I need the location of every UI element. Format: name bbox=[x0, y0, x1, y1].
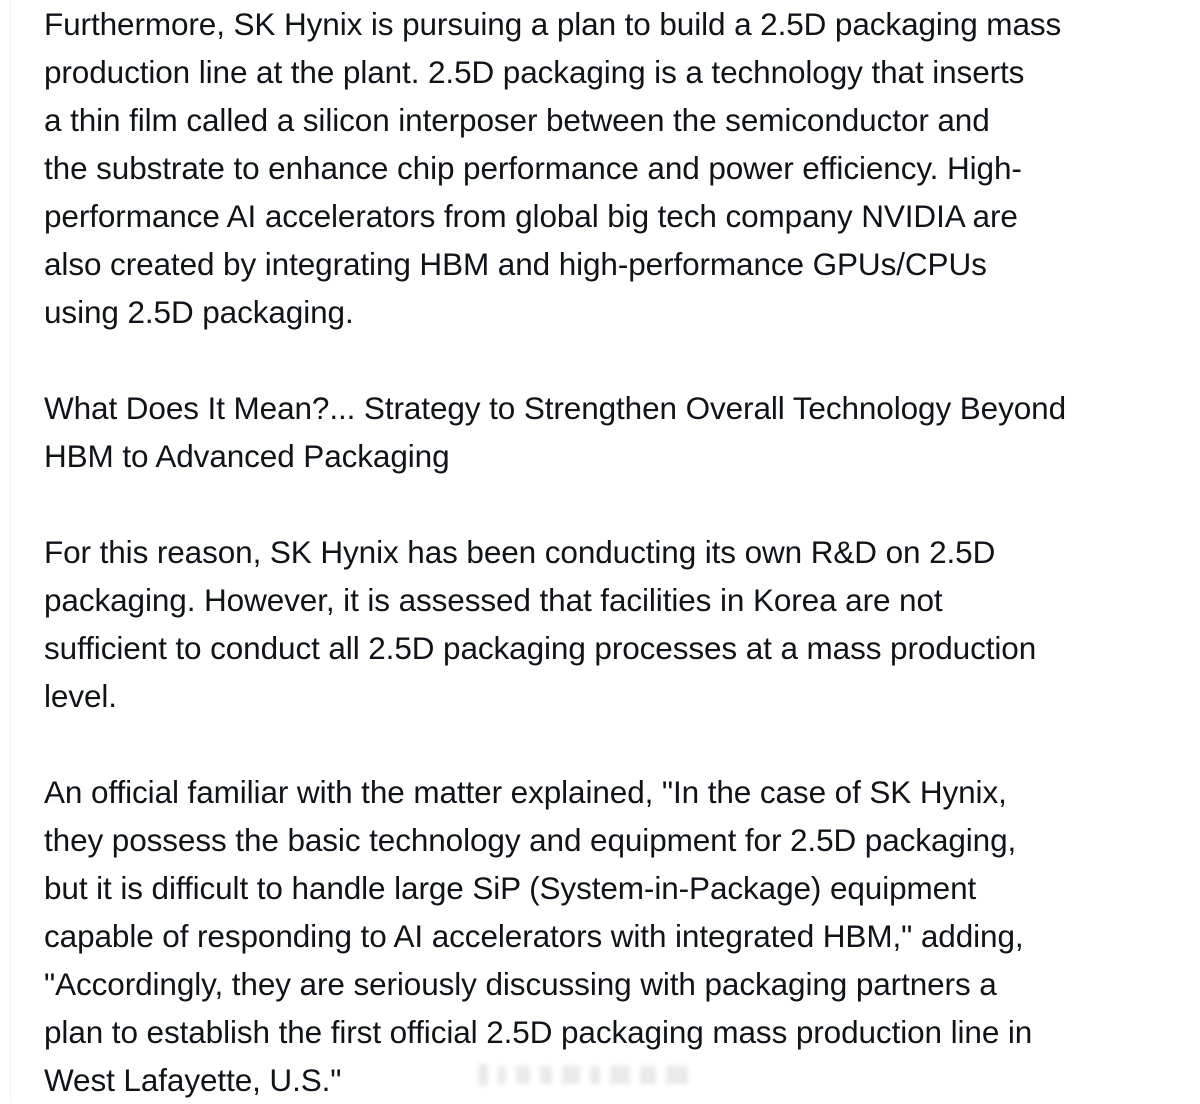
watermark-glyph bbox=[540, 1066, 552, 1084]
blurred-watermark bbox=[478, 1062, 718, 1088]
watermark-glyph bbox=[666, 1066, 688, 1084]
text-line: Furthermore, SK Hynix is pursuing a plan to build a 2.5D packaging mass bbox=[44, 6, 1062, 42]
text-line: but it is difficult to handle large SiP (System-in-Package) equipment bbox=[44, 870, 977, 906]
paragraph-rnd-korea bbox=[44, 528, 1184, 720]
watermark-glyph bbox=[498, 1066, 506, 1084]
text-line: For this reason, SK Hynix has been conducting its own R&D on 2.5D bbox=[44, 534, 996, 570]
article-body bbox=[44, 0, 1184, 1104]
text-line: plan to establish the first official 2.5D packaging mass production line in bbox=[44, 1014, 1033, 1050]
section-subheading bbox=[44, 384, 1184, 480]
text-line: "Accordingly, they are seriously discussing with packaging partners a bbox=[44, 966, 997, 1002]
text-line: An official familiar with the matter explained, "In the case of SK Hynix, bbox=[44, 774, 1007, 810]
text-line: performance AI accelerators from global big tech company NVIDIA are bbox=[44, 198, 1018, 234]
text-line: using 2.5D packaging. bbox=[44, 294, 354, 330]
paragraph-spacer bbox=[44, 480, 1184, 528]
watermark-glyph bbox=[562, 1066, 580, 1084]
paragraph-spacer bbox=[44, 720, 1184, 768]
paragraph-spacer bbox=[44, 336, 1184, 384]
text-line: a thin film called a silicon interposer between the semiconductor and bbox=[44, 102, 990, 138]
text-line: production line at the plant. 2.5D packaging is a technology that inserts bbox=[44, 54, 1025, 90]
subheading-line: What Does It Mean?... Strategy to Strengthen Overall Technology Beyond bbox=[44, 390, 1066, 426]
text-line: capable of responding to AI accelerators with integrated HBM," adding, bbox=[44, 918, 1024, 954]
paragraph-packaging-plan bbox=[44, 0, 1184, 336]
watermark-glyph bbox=[590, 1066, 600, 1084]
watermark-glyph bbox=[640, 1066, 656, 1084]
left-border-divider bbox=[10, 0, 11, 1102]
text-line: they possess the basic technology and equipment for 2.5D packaging, bbox=[44, 822, 1017, 858]
text-line: West Lafayette, U.S." bbox=[44, 1062, 342, 1098]
paragraph-official-quote bbox=[44, 768, 1184, 1104]
watermark-glyph bbox=[610, 1066, 630, 1084]
text-line: packaging. However, it is assessed that facilities in Korea are not bbox=[44, 582, 943, 618]
text-line: sufficient to conduct all 2.5D packaging processes at a mass production bbox=[44, 630, 1037, 666]
text-line: level. bbox=[44, 678, 117, 714]
text-line: also created by integrating HBM and high-performance GPUs/CPUs bbox=[44, 246, 987, 282]
subheading-line: HBM to Advanced Packaging bbox=[44, 438, 450, 474]
watermark-glyph bbox=[516, 1066, 530, 1084]
text-line: the substrate to enhance chip performance and power efficiency. High- bbox=[44, 150, 1022, 186]
watermark-glyph bbox=[478, 1064, 488, 1086]
